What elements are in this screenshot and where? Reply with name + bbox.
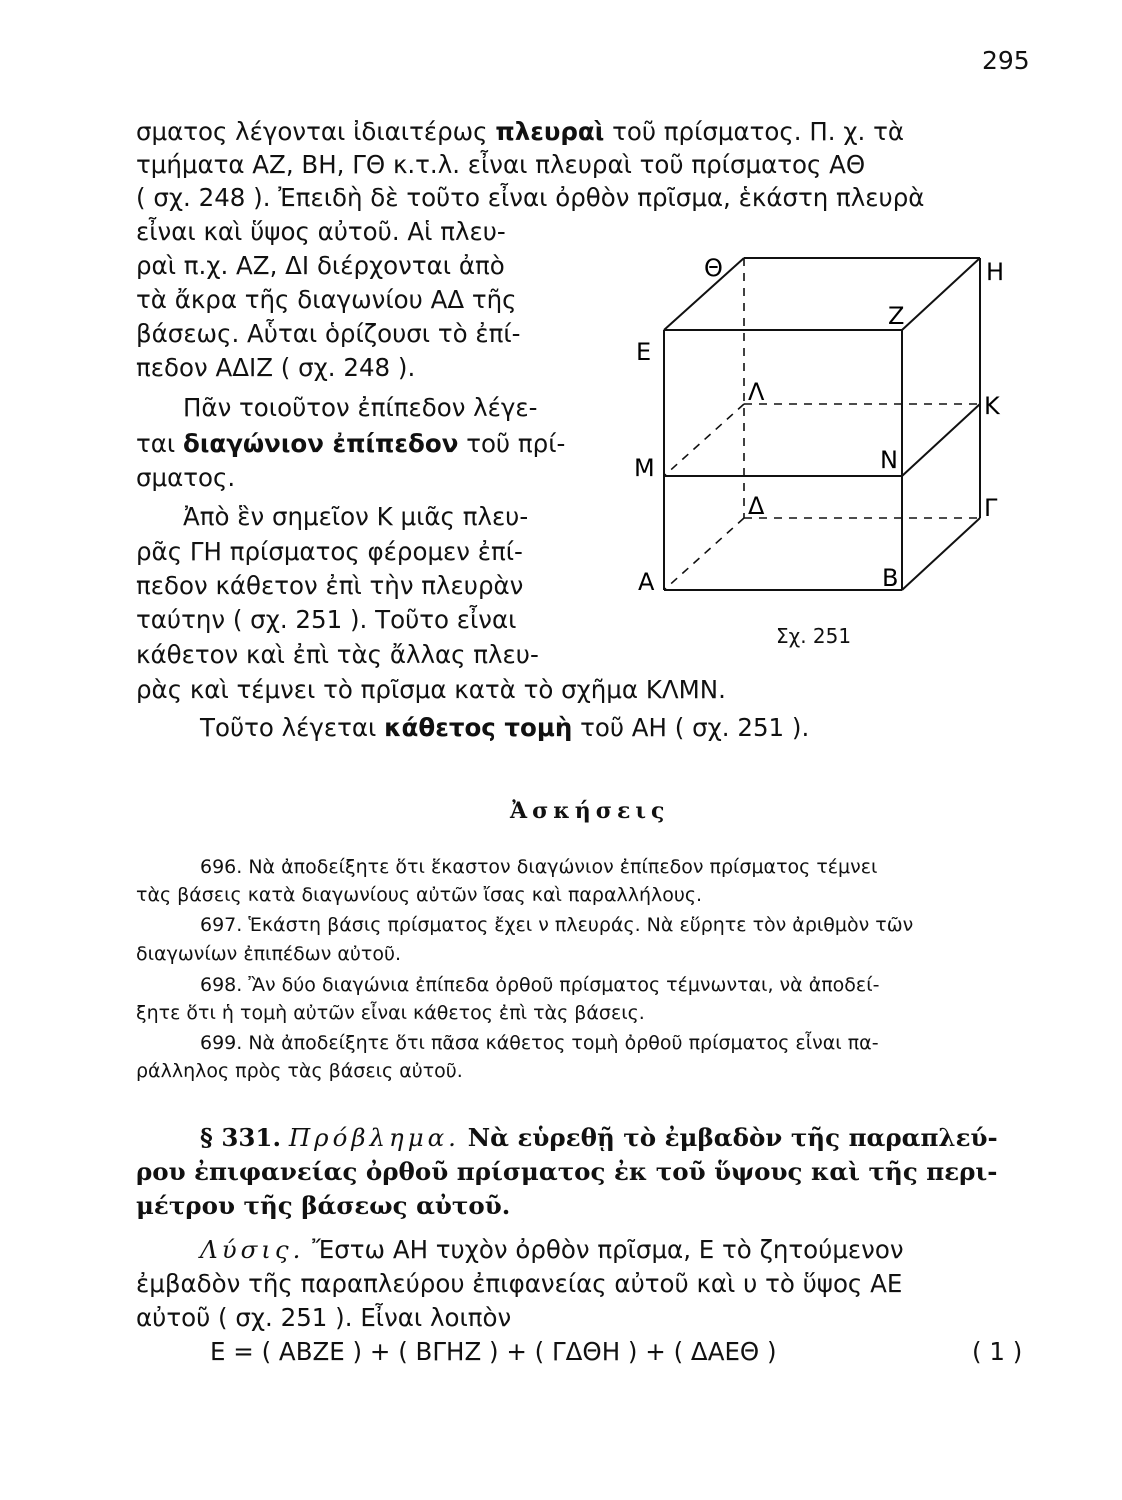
exercise-line: ξητε ὅτι ἡ τομὴ αὐτῶν εἶναι κάθετος ἐπὶ τὰς βάσεις. — [136, 1002, 645, 1024]
text-line: ται διαγώνιον ἐπίπεδον τοῦ πρί- — [136, 429, 566, 458]
figure-caption: Σχ. 251 — [776, 624, 852, 648]
exercise-line: 698. Ἂν δύο διαγώνια ἐπίπεδα ὀρθοῦ πρίσματος τέμνωνται, νὰ ἀποδεί- — [200, 974, 880, 996]
text-line: ρὰς καὶ τέμνει τὸ πρῖσμα κατὰ τὸ σχῆμα ΚΛΜΝ. — [136, 675, 726, 704]
exercise-line: τὰς βάσεις κατὰ διαγωνίους αὐτῶν ἴσας καὶ παραλλήλους. — [136, 884, 703, 906]
text-line: Τοῦτο λέγεται κάθετος τομὴ τοῦ ΑΗ ( σχ. 251 ). — [200, 713, 810, 742]
equation-number: ( 1 ) — [972, 1337, 1023, 1366]
vertex-label: Μ — [634, 454, 655, 482]
problem-title-line: § 331. Πρόβλημα. Νὰ εὑρεθῇ τὸ ἐμβαδὸν τῆς παραπλεύ- — [200, 1123, 998, 1152]
vertex-label: Γ — [984, 494, 998, 522]
page-number: 295 — [982, 46, 1030, 75]
text-line: ρᾶς ΓΗ πρίσματος φέρομεν ἐπί- — [136, 537, 523, 566]
vertex-label: Λ — [748, 378, 765, 406]
text-line: σματος λέγονται ἰδιαιτέρως πλευραὶ τοῦ πρίσματος. Π. χ. τὰ — [136, 117, 904, 146]
exercise-line: διαγωνίων ἐπιπέδων αὐτοῦ. — [136, 943, 401, 965]
exercise-line: 699. Νὰ ἀποδείξητε ὅτι πᾶσα κάθετος τομὴ ὀρθοῦ πρίσματος εἶναι πα- — [200, 1032, 879, 1054]
problem-title-line: ρου ἐπιφανείας ὀρθοῦ πρίσματος ἐκ τοῦ ὕψους καὶ τῆς περι- — [136, 1157, 998, 1186]
text-line: πεδον ΑΔΙΖ ( σχ. 248 ). — [136, 353, 416, 382]
vertex-label: Β — [882, 564, 899, 592]
vertex-label: Η — [986, 258, 1005, 286]
exercise-line: 696. Νὰ ἀποδείξητε ὅτι ἕκαστον διαγώνιον ἐπίπεδον πρίσματος τέμνει — [200, 856, 878, 878]
text-line: πεδον κάθετον ἐπὶ τὴν πλευρὰν — [136, 571, 524, 600]
exercise-line: 697. Ἑκάστη βάσις πρίσματος ἔχει ν πλευράς. Νὰ εὕρητε τὸν ἀριθμὸν τῶν — [200, 914, 914, 936]
vertex-label: Δ — [748, 492, 765, 520]
text-line: ( σχ. 248 ). Ἐπειδὴ δὲ τοῦτο εἶναι ὀρθὸν πρῖσμα, ἑκάστη πλευρὰ — [136, 183, 925, 212]
text-line: εἶναι καὶ ὕψος αὐτοῦ. Αἱ πλευ- — [136, 217, 506, 246]
vertex-label: Ν — [880, 446, 898, 474]
text-line: Ἀπὸ ἓν σημεῖον Κ μιᾶς πλευ- — [183, 502, 529, 531]
text-line: βάσεως. Αὗται ὁρίζουσι τὸ ἐπί- — [136, 319, 521, 348]
text-line: ραὶ π.χ. ΑΖ, ΔΙ διέρχονται ἀπὸ — [136, 251, 505, 280]
vertex-label: Α — [638, 568, 655, 596]
exercises-heading: Ἀσκήσεις — [510, 798, 670, 824]
text-line: κάθετον καὶ ἐπὶ τὰς ἄλλας πλευ- — [136, 640, 539, 669]
text-line: τμήματα ΑΖ, ΒΗ, ΓΘ κ.τ.λ. εἶναι πλευραὶ τοῦ πρίσματος ΑΘ — [136, 150, 866, 179]
vertex-label: Ε — [636, 338, 652, 366]
vertex-label: Κ — [984, 392, 1000, 420]
solution-line: αὐτοῦ ( σχ. 251 ). Εἶναι λοιπὸν — [136, 1303, 512, 1332]
solution-line: ἐμβαδὸν τῆς παραπλεύρου ἐπιφανείας αὐτοῦ καὶ υ τὸ ὕψος ΑΕ — [136, 1269, 903, 1298]
vertex-label: Ζ — [888, 302, 905, 330]
exercise-line: ράλληλος πρὸς τὰς βάσεις αὐτοῦ. — [136, 1060, 463, 1082]
text-line: τὰ ἄκρα τῆς διαγωνίου ΑΔ τῆς — [136, 285, 517, 314]
solution-line: Λύσις. Ἔστω ΑΗ τυχὸν ὀρθὸν πρῖσμα, Ε τὸ ζητούμενον — [200, 1235, 904, 1264]
equation: Ε = ( ΑΒΖΕ ) + ( ΒΓΗΖ ) + ( ΓΔΘΗ ) + ( ΔΑΕΘ ) — [210, 1337, 777, 1366]
problem-title-line: μέτρου τῆς βάσεως αὐτοῦ. — [136, 1191, 511, 1220]
text-line: ταύτην ( σχ. 251 ). Τοῦτο εἶναι — [136, 605, 517, 634]
text-line: σματος. — [136, 463, 236, 492]
vertex-label: Θ — [704, 254, 723, 282]
text-line: Πᾶν τοιοῦτον ἐπίπεδον λέγε- — [183, 393, 538, 422]
